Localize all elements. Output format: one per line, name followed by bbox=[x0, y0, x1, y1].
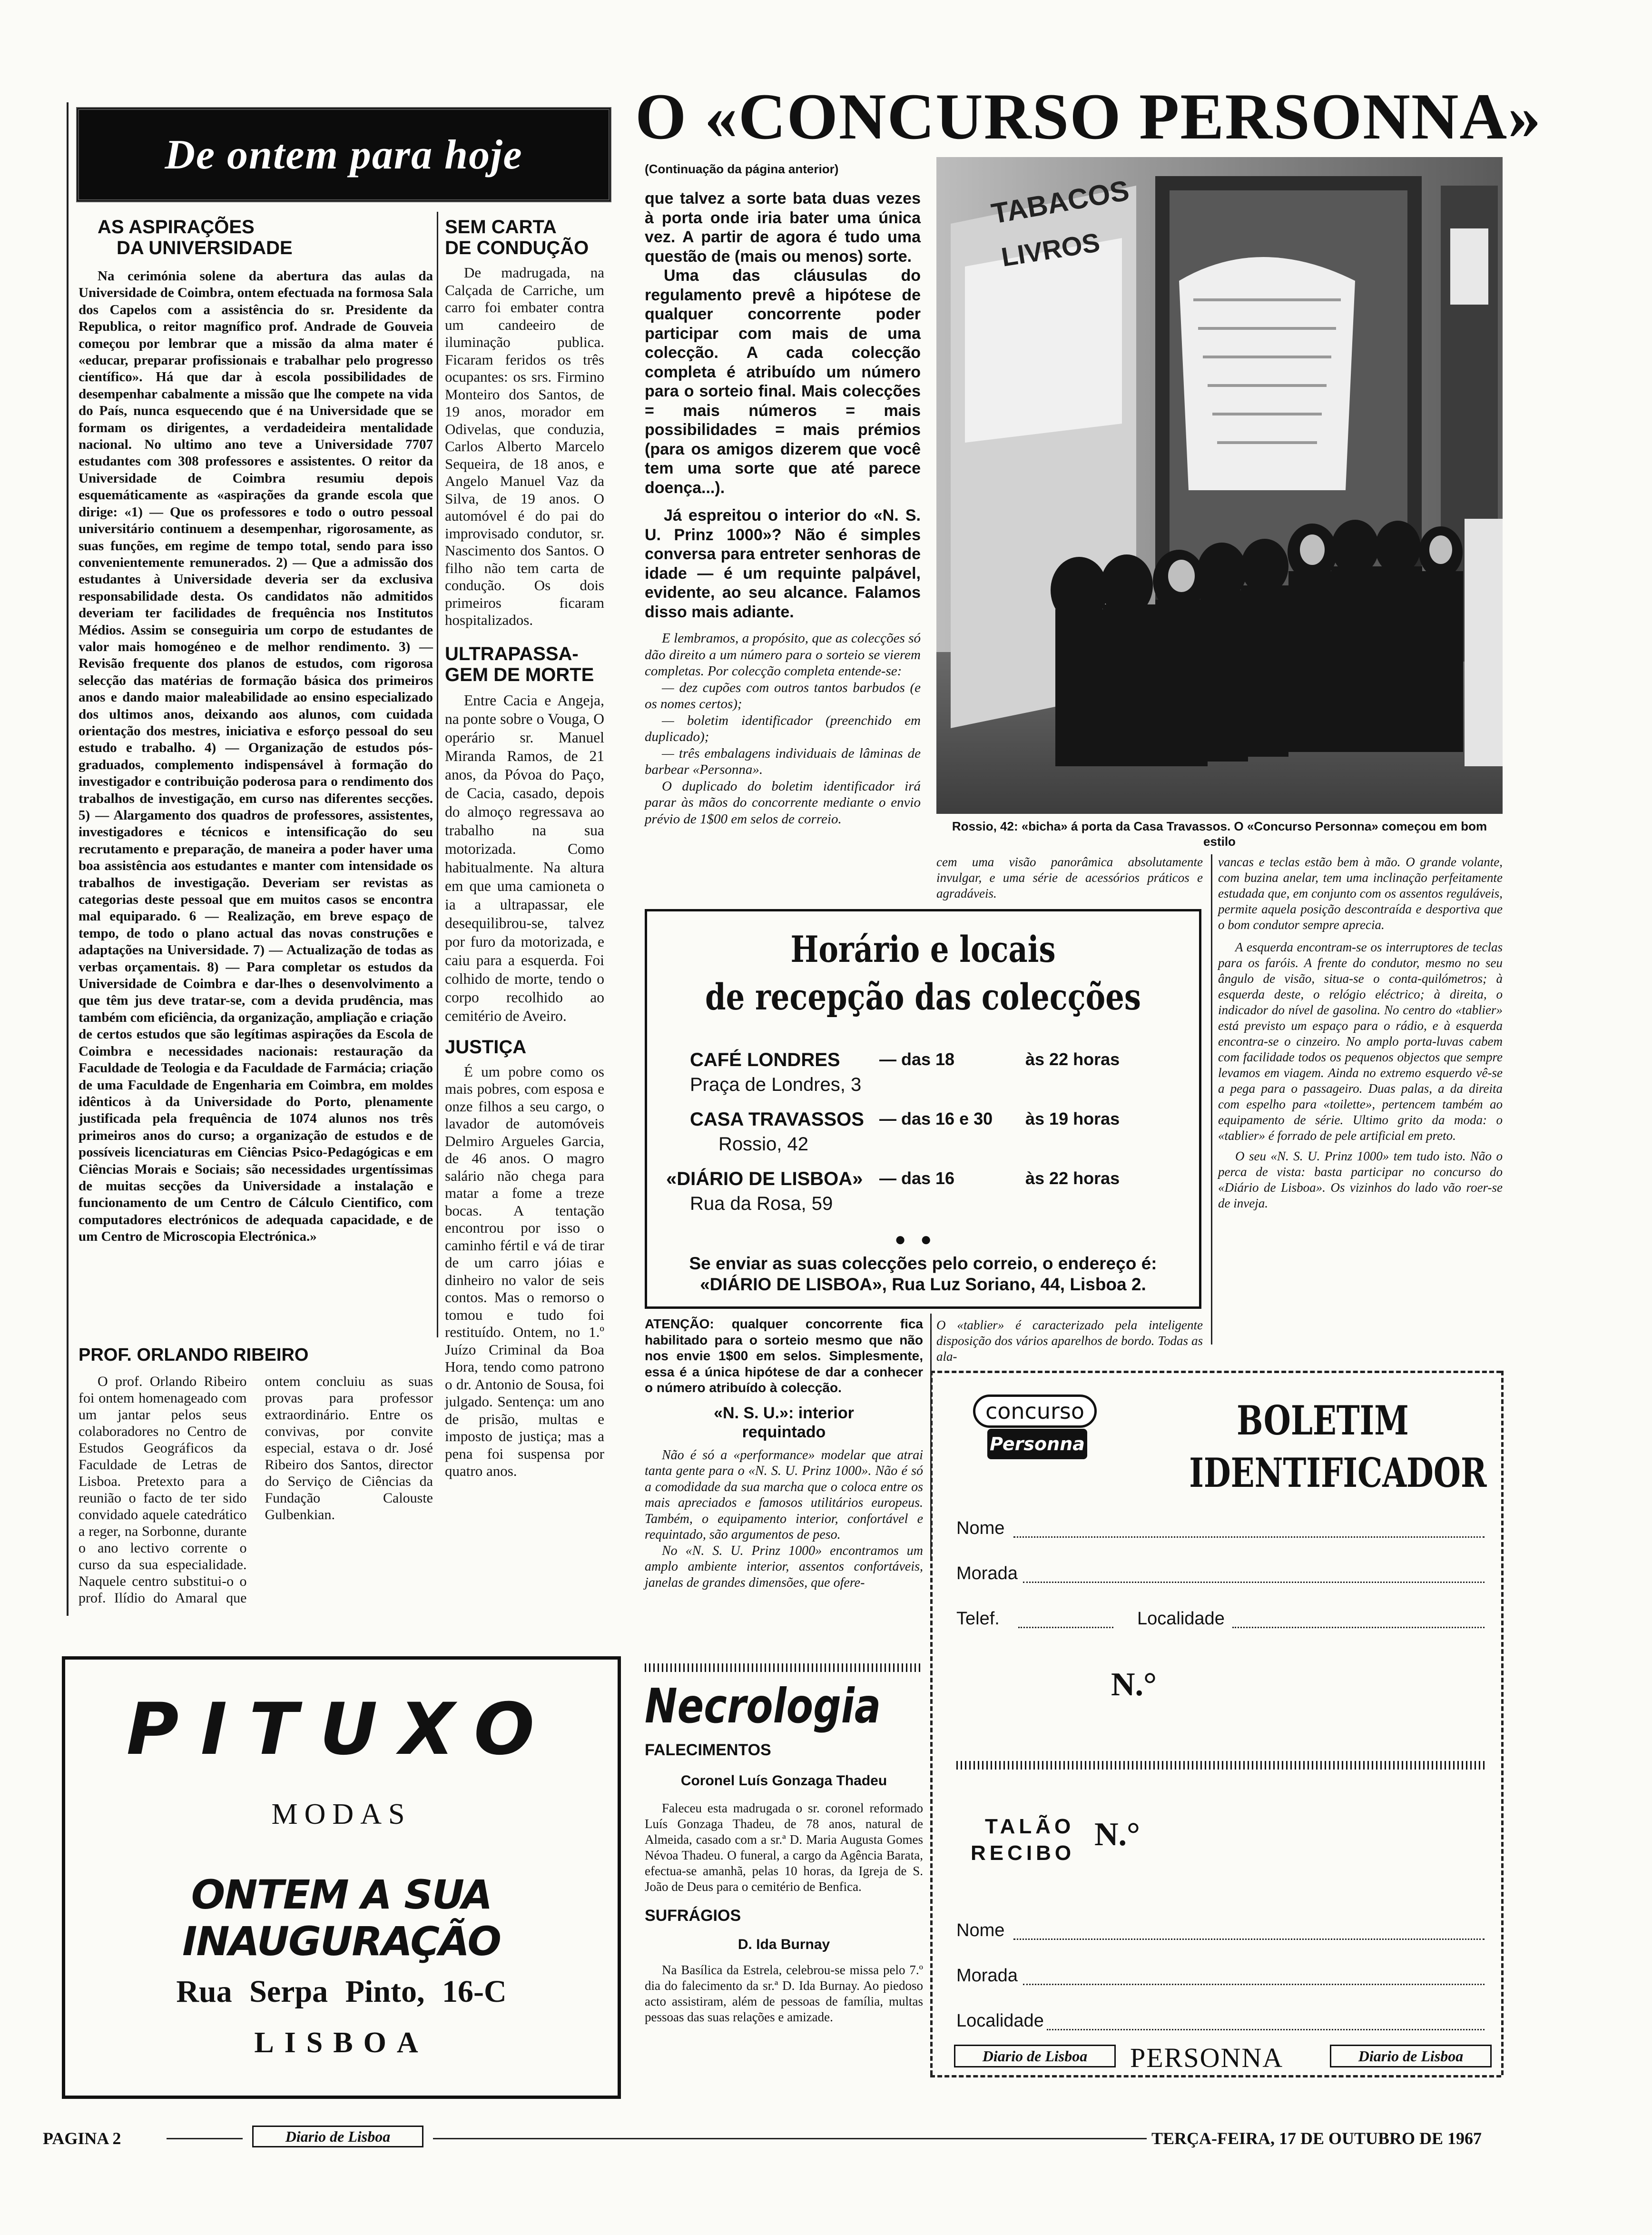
concurso-paragraph: que talvez a sorte bata duas vezes à porta onde iria bater uma única vez. A partir de agora é tudo uma questão de (mais ou menos) sorte. bbox=[645, 189, 921, 266]
aspiracoes-title-line-2: DA UNIVERSIDADE bbox=[117, 237, 293, 258]
coupon-footer bbox=[954, 2042, 1492, 2073]
carta-title-line-2: DE CONDUÇÃO bbox=[445, 237, 589, 258]
boletim-nome-label: Nome bbox=[956, 1518, 1005, 1538]
queue-photo bbox=[936, 157, 1503, 814]
concurso-italic-paragraph: E lembramos, a propósito, que as colecções só dão direito a um número para o sorteio se vierem completas. Por colecção completa entende-se: bbox=[645, 631, 921, 679]
ribeiro-body bbox=[79, 1373, 433, 1621]
sufragio-body bbox=[645, 1962, 923, 2025]
talao-localidade-field[interactable] bbox=[1047, 2029, 1485, 2030]
coupon-border-top bbox=[930, 1371, 1501, 1373]
horario-until: às 22 horas bbox=[1025, 1168, 1120, 1188]
horario-location-name: CASA TRAVASSOS bbox=[690, 1109, 864, 1130]
ultrapassagem-paragraph: Entre Cacia e Angeja, na ponte sobre o Vouga, O operário sr. Manuel Miranda Ramos, de 21 anos, da Póvoa do Paço, de Cacia, casado, depois do almoço regressava ao trabalho na sua motorizada. Como habitualmente. Na altura em que uma camioneta o ia a ultrapassar, ele desequilibrou-se, talvez por furo da motorizada, e caiu para a esquerda. Foi colhido de morte, tendo o corpo recolhido ao cemitério de Aveiro. bbox=[445, 692, 604, 1024]
concurso-italic-paragraph: O duplicado do boletim identificador irá parar às mãos do concorrente mediante o envio prévio de 1$00 em selos de correio. bbox=[645, 778, 921, 827]
sufragios-heading: SUFRÁGIOS bbox=[645, 1907, 741, 1925]
talao-number-label: N.° bbox=[1094, 1816, 1141, 1853]
horario-title-line-1: Horário e locais bbox=[790, 928, 1056, 970]
ultrapassagem-title bbox=[445, 643, 604, 685]
coupon-border-left bbox=[930, 1371, 933, 2075]
footer-paper-text: Diario de Lisboa bbox=[285, 2127, 391, 2145]
coupon-border-right bbox=[1501, 1371, 1504, 2075]
horario-row bbox=[690, 1109, 1166, 1168]
nsu-paragraph: vancas e teclas estão bem à mão. O grande volante, com buzina anelar, tem uma inclinação perfeitamente estudada que, em conjunto com os assentos reguláveis, permite aquela posição descontraída e desportiva que o bom condutor sempre aprecia. bbox=[1218, 855, 1503, 932]
horario-from: — das 16 bbox=[879, 1168, 955, 1188]
justica-paragraph: É um pobre como os mais pobres, com esposa e onze filhos a seu cargo, o lavador de automóveis Delmiro Argueles Garcia, de 46 anos. O magro salário não chega para matar a fome a treze bocas. A tentação encontrou por isso o caminho fértil e vá de tirar de um carro jóias e dinheiro no valor de seis contos. Mas o remorso o tomou e tudo foi restituído. Ontem, no 1.º Juízo Criminal da Boa Hora, tendo como patrono o dr. Antonio de Sousa, foi julgado. Sentença: um ano de prisão, multas e imposto de justiça; mas a pena foi suspensa por quatro anos. bbox=[445, 1063, 604, 1479]
nsu-title bbox=[645, 1404, 923, 1442]
nsu-paragraph: Não é só a «performance» modelar que atrai tanta gente para o «N. S. U. Prinz 1000». Não é só a comodidade da sua marcha que o coloca entre os mais apreciados e famosos utilitários europeus. Também, o equipamento interior, confortável e requintado, são argumentos de peso. bbox=[645, 1447, 923, 1542]
talao-title-line-1: TALÃO bbox=[985, 1815, 1075, 1838]
horario-location-name: «DIÁRIO DE LISBOA» bbox=[666, 1168, 863, 1189]
ribeiro-paragraph: O prof. Orlando Ribeiro foi ontem homenageado com um jantar pelos seus colaboradores no Centro de Estudos Geográficos da Faculdade de Letras de Lisboa. Pretexto para a reunião o facto de ter sido convidado aquele catedrático a reger, na Sorbonne, durante o ano lectivo corrente o curso da sua especialidade. Naquele centro substitui-o o prof. Ilídio do Amaral que ontem concluiu as suas provas para professor extraordinário. Entre os convivas, por convite especial, estava o dr. José Ribeiro dos Santos, director do Serviço de Ciências da Fundação Calouste Gulbenkian. bbox=[79, 1374, 433, 1606]
column-banner bbox=[76, 107, 611, 202]
ultrapassagem-title-line-1: ULTRAPASSA- bbox=[445, 643, 579, 664]
boletim-morada-label: Morada bbox=[956, 1563, 1018, 1583]
horario-row bbox=[690, 1049, 1166, 1109]
coupon-brand: PERSONNA bbox=[1130, 2042, 1284, 2073]
nsu-paragraph: No «N. S. U. Prinz 1000» encontramos um amplo ambiente interior, assentos confortáveis, janelas de grandes dimensões, que ofere- bbox=[645, 1543, 923, 1590]
column-banner-title: De ontem para hoje bbox=[165, 131, 523, 178]
nsu-title-line-2: requintado bbox=[742, 1423, 826, 1441]
column-divider bbox=[437, 212, 438, 1337]
pituxo-brand: PITUXO bbox=[126, 1688, 557, 1771]
coupon-paper-logo-left bbox=[954, 2045, 1116, 2067]
horario-address: Praça de Londres, 3 bbox=[690, 1074, 862, 1095]
aspiracoes-paragraph: Na cerimónia solene da abertura das aulas da Universidade de Coimbra, ontem efectuada na formosa Sala dos Capelos com a assistência do sr. Presidente da Republica, o reitor magnífico prof. Andrade de Gouveia começou por lembrar que a missão da alma mater é «educar, preparar profissionais e trabalhar pelo progresso científico». Há que dar à escola possibilidades de desempenhar cabalmente a missão que lhe compete na vida do País, nunca esquecendo que é na Universidade que se formam os dirigentes, a verdadeideira mentalidade nacional. No ultimo ano teve a Universidade 7707 estudantes com 308 professores e assistentes. O reitor da Universidade de Coimbra resumiu depois esquemáticamente as «aspirações da grande escola que dirige: «1) — Que os professores e todo o outro pessoal universitário continuem a desempenhar, rigorosamente, as suas funções, em regime de tempo total, sendo para isso convenientemente remunerados. 2) — Que a admissão dos estudantes à Universidade deveria ser da exclusiva responsabilidade desta. Os candidatos não admitidos deveriam ter facilidades de frequência nos Institutos Médios. Assim se conseguiria um corpo de estudantes de valor mais homogéneo e de melhor rendimento. 3) — Revisão frequente dos planos de estudos, com rigorosa selecção das matérias de formação básica dos primeiros anos e dando maior maleabilidade ao ensino especializado dos ultimos anos, deixando aos alunos, com cuidada orientação dos mestres, iniciativa e esforço pessoal do seu estudo e trabalho. 4) — Organização de estudos pós-graduados, complemento indispensável à formação do investigador e contribuição poderosa para o rendimento dos trabalhos de investigação, em curso nas diferentes secções. 5) — Alargamento dos quadros de professores, assistentes, investigadores e técnicos e intensificação do seu recrutamento e preparação, de maneira a poder haver uma boa assistência aos estudantes e manter com intensidade os trabalhos de investigação. Deveriam ser revistas as categorias deste pessoal que em muitos casos se encontra mal equiparado. 6 — Realização, em breve espaço de tempo, de todo o plano actual das novas construções e adaptações na Universidade. 7) — Actualização de todas as verbas orçamentais. 8) — Para completar os estudos da Universidade de Coimbra e dar-lhes o desenvolvimento a que têm jus deve tratar-se, com a devida prudência, mas também com eficiência, da organização, ampliação e criação de certos estudos que são legítimas aspirações da Escola de Coimbra e necessidades nacionais: restauração da Faculdade de Teologia e da Faculdade de Farmácia; criação de uma Faculdade de Engenharia em Coimbra, em moldes idênticos à da Universidade do Porto, plenamente justificada pela frequência de 1074 alunos nos três primeiros anos do curso; a organização de estudos e de possíveis licenciaturas em Ciências Psico-Pedagógicas e em Ciências Morais e Sociais; são necessidades urgentíssimas de muitas secções da Universidade a instalação e funcionamento de um Centro de Cálculo Cientifico, com computadores electrónicos de adequada capacidade, e de um Centro de Microscopia Electrónica.» bbox=[79, 268, 433, 1245]
logo-concurso-text: concurso bbox=[985, 1398, 1085, 1424]
sufragio-name: D. Ida Burnay bbox=[738, 1937, 830, 1952]
boletim-localidade-label: Localidade bbox=[1137, 1609, 1225, 1629]
continuation-note: (Continuação da página anterior) bbox=[645, 162, 839, 176]
pituxo-sub: MODAS bbox=[271, 1798, 412, 1830]
coupon-tear-line bbox=[956, 1761, 1485, 1770]
talao-morada-label: Morada bbox=[956, 1966, 1018, 1986]
boletim-telef-label: Telef. bbox=[956, 1609, 1000, 1629]
ribeiro-title: PROF. ORLANDO RIBEIRO bbox=[79, 1345, 309, 1365]
pituxo-ad bbox=[62, 1656, 621, 2099]
separator-stripe bbox=[645, 1663, 923, 1672]
sufragio-paragraph: Na Basílica da Estrela, celebrou-se missa pelo 7.º dia do falecimento da sr.ª D. Ida Burnay. Ao piedoso acto assistiram, além de pessoas de família, multas pessoas das suas relações e amizade. bbox=[645, 1963, 923, 2024]
concurso-personna-logo bbox=[964, 1394, 1106, 1466]
boletim-title bbox=[1151, 1394, 1494, 1499]
main-title: O «CONCURSO PERSONNA» bbox=[635, 80, 1542, 153]
concurso-article bbox=[645, 162, 921, 827]
photo-caption: Rossio, 42: «bicha» á porta da Casa Travassos. O «Concurso Personna» começou em bom estilo bbox=[952, 819, 1487, 849]
necrologia-title: Necrologia bbox=[645, 1678, 881, 1734]
pituxo-headline: ONTEM A SUA INAUGURAÇÃO bbox=[182, 1871, 501, 1965]
talao-title-line-2: RECIBO bbox=[971, 1841, 1075, 1865]
boletim-telef-field[interactable] bbox=[1018, 1627, 1113, 1628]
concurso-italic-block bbox=[645, 630, 921, 827]
logo-personna-text: Personna bbox=[990, 1434, 1085, 1454]
ultrapassagem-body bbox=[445, 691, 604, 1025]
boletim-nome-field[interactable] bbox=[1013, 1536, 1485, 1538]
carta-body bbox=[445, 264, 604, 629]
nsu-paragraph: A esquerda encontram-se os interruptores de teclas para os faróis. A frente do condutor, mesmo no seu ângulo de visão, situa-se o conta-quilómetros; à esquerda deste, o relógio eléctrico; à direita, o indicador do nível de gasolina. No centro do «tablier» está previsto um espaço para o rádio, e à esquerda encontra-se o cinzeiro. No amplo porta-luvas cabem com facilidade todos os pequenos objectos que sempre levamos em viagem. Ainda no extremo esquerdo vê-se a pega para o passageiro. Duas palas, a da direita com espelho para «toilette», pertencem também ao equipamento de série. Ultimo grito da moda: o «tablier» é forrado de pele artificial em preto. bbox=[1218, 940, 1503, 1143]
aspiracoes-body bbox=[79, 268, 433, 1246]
column-divider bbox=[1211, 854, 1212, 1345]
justica-body bbox=[445, 1063, 604, 1480]
horario-until: às 19 horas bbox=[1025, 1109, 1120, 1128]
carta-title-line-1: SEM CARTA bbox=[445, 217, 557, 237]
concurso-italic-paragraph: — dez cupões com outros tantos barbudos (e os nomes certos); bbox=[645, 680, 921, 712]
aspiracoes-title-line-1: AS ASPIRAÇÕES bbox=[98, 217, 255, 237]
carta-title bbox=[445, 217, 604, 258]
nsu-body bbox=[645, 1447, 923, 1591]
horario-title-line-2: de recepção das colecções bbox=[705, 976, 1141, 1018]
deceased-name: Coronel Luís Gonzaga Thadeu bbox=[680, 1773, 887, 1789]
atencao-article bbox=[645, 1316, 923, 1591]
atencao-text: ATENÇÃO: qualquer concorrente fica habilitado para o sorteio mesmo que não nos envie 1$00 em selos. Simplesmente, essa é a única hipótese de dar a conhecer o número atribuído à colecção. bbox=[645, 1316, 923, 1395]
necrologia-paragraph: Faleceu esta madrugada o sr. coronel reformado Luís Gonzaga Thadeu, de 78 anos, natural de Almeida, casado com a sr.ª D. Maria Augusta Gomes Névoa Thadeu. O funeral, a cargo da Agência Barata, efectua-se amanhã, pelas 10 horas, da Igreja de S. João de Deus para o cemitério de Benfica. bbox=[645, 1801, 923, 1894]
horario-rows bbox=[666, 1049, 1166, 1228]
pituxo-address: Rua Serpa Pinto, 16-C bbox=[176, 1974, 507, 2009]
pituxo-city: LISBOA bbox=[254, 2027, 429, 2059]
horario-address: Rua da Rosa, 59 bbox=[690, 1193, 833, 1214]
boletim-title-line-1: BOLETIM bbox=[1237, 1397, 1409, 1444]
justica-title: JUSTIÇA bbox=[445, 1036, 527, 1058]
page-footer bbox=[43, 2124, 1518, 2152]
boletim-number-label: N.° bbox=[1111, 1666, 1157, 1703]
logo-top bbox=[973, 1394, 1097, 1428]
footer-rule bbox=[433, 2138, 1147, 2139]
tablier-text: O «tablier» é caracterizado pela inteligente disposição dos vários aparelhos de bordo. Todas as ala- bbox=[936, 1318, 1203, 1364]
falecimentos-heading: FALECIMENTOS bbox=[645, 1741, 771, 1759]
footer-paper-logo bbox=[252, 2126, 423, 2147]
nsu-continuation-a: cem uma visão panorâmica absolutamente invulgar, e uma série de acessórios práticos e agradáveis. bbox=[936, 855, 1203, 900]
necrologia-section bbox=[645, 1678, 923, 2025]
boletim-title-line-2: IDENTIFICADOR bbox=[1189, 1449, 1487, 1496]
queue-photo-illustration bbox=[936, 157, 1503, 814]
horario-from: — das 18 bbox=[879, 1049, 955, 1069]
talao-title bbox=[971, 1813, 1075, 1867]
aspiracoes-article bbox=[79, 217, 433, 1246]
page-date: TERÇA-FEIRA, 17 DE OUTUBRO DE 1967 bbox=[1151, 2129, 1482, 2148]
talao-morada-field[interactable] bbox=[1023, 1984, 1485, 1985]
bullet-dots: ●● bbox=[895, 1228, 946, 1250]
concurso-italic-paragraph: — boletim identificador (preenchido em duplicado); bbox=[645, 712, 921, 744]
boletim-morada-field[interactable] bbox=[1023, 1582, 1485, 1583]
talao-nome-field[interactable] bbox=[1013, 1938, 1485, 1940]
coupon-border-bottom bbox=[930, 2075, 1501, 2077]
talao-nome-label: Nome bbox=[956, 1920, 1005, 1940]
horario-from: — das 16 e 30 bbox=[879, 1109, 993, 1128]
nsu-paragraph: O seu «N. S. U. Prinz 1000» tem tudo isto. Não o perca de vista: basta participar no concurso do «Diário de Lisboa». Os vizinhos do lado vão roer-se de inveja. bbox=[1218, 1149, 1503, 1210]
nsu-title-line-1: «N. S. U.»: interior bbox=[714, 1404, 854, 1422]
horario-row bbox=[666, 1168, 1166, 1228]
necrologia-body bbox=[645, 1800, 923, 1895]
narrow-news-column bbox=[445, 217, 604, 1480]
aspiracoes-title bbox=[79, 217, 433, 258]
sign-livros: LIVROS bbox=[999, 227, 1102, 272]
horario-address: Rossio, 42 bbox=[718, 1134, 808, 1155]
boletim-localidade-field[interactable] bbox=[1232, 1627, 1485, 1628]
page-number: PAGINA 2 bbox=[43, 2129, 121, 2148]
logo-bottom bbox=[987, 1429, 1087, 1459]
concurso-italic-paragraph: — três embalagens individuais de lâminas de barbear «Personna». bbox=[645, 745, 921, 777]
sign-tabacos: TABACOS bbox=[989, 174, 1132, 230]
concurso-paragraph: Já espreitou o interior do «N. S. U. Prinz 1000»? Não é simples conversa para entreter senhoras de idade — é um requinte palpável, evidente, ao seu alcance. Falamos disso mais adiante. bbox=[645, 506, 921, 621]
horario-until: às 22 horas bbox=[1025, 1049, 1120, 1069]
paper-logo-text: Diario de Lisboa bbox=[1358, 2047, 1464, 2065]
ultrapassagem-title-line-2: GEM DE MORTE bbox=[445, 664, 594, 685]
paper-logo-text: Diario de Lisboa bbox=[982, 2047, 1088, 2065]
concurso-body bbox=[645, 189, 921, 622]
horario-footer: Se enviar as suas colecções pelo correio, o endereço é: «DIÁRIO DE LISBOA», Rua Luz Soriano, 44, Lisboa 2. bbox=[689, 1254, 1157, 1294]
horario-box bbox=[645, 909, 1201, 1309]
horario-title bbox=[697, 926, 1149, 1021]
ribeiro-article bbox=[79, 1345, 433, 1621]
talao-localidade-label: Localidade bbox=[956, 2011, 1044, 2031]
footer-rule bbox=[167, 2138, 243, 2139]
carta-paragraph: De madrugada, na Calçada de Carriche, um carro foi embater contra um candeeiro de iluminação publica. Ficaram feridos os três ocupantes: os srs. Firmino Monteiro dos Santos, de 19 anos, morador em Odivelas, que conduzia, Carlos Alberto Marcelo Sequeira, de 18 anos, e Angelo Manuel Vaz da Silva, de 19 anos. O automóvel é do pai do improvisado condutor, sr. Nascimento dos Santos. O filho não tem carta de condução. Os dois primeiros ficaram hospitalizados. bbox=[445, 264, 604, 628]
horario-location-name: CAFÉ LONDRES bbox=[690, 1049, 840, 1070]
concurso-paragraph: Uma das cláusulas do regulamento prevê a hipótese de qualquer concorrente poder participar com mais de uma colecção. A cada colecção completa é atribuído um número para o sorteio final. Mais colecções = mais números = mais possibilidades = mais prémios (para os amigos dizerem que você tem uma sorte que até parece doença...). bbox=[645, 267, 921, 497]
coupon-paper-logo-right bbox=[1330, 2045, 1492, 2067]
nsu-continuation-b bbox=[1218, 854, 1503, 1211]
